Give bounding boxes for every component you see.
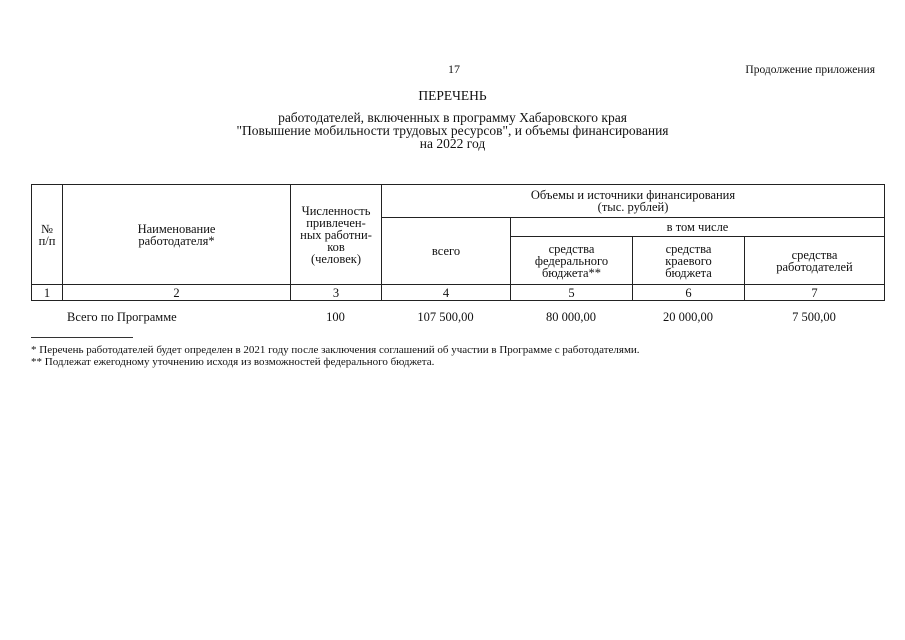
document-subtitle [0, 111, 905, 150]
continuation-label: Продолжение приложения [745, 64, 875, 76]
total-amount: 107 500,00 [417, 309, 474, 324]
header-including: в том числе [511, 218, 885, 237]
total-workers: 100 [326, 309, 345, 324]
subtitle-line-1: работодателей, включенных в программу Хабаровского края [278, 110, 627, 125]
financing-table [31, 184, 885, 301]
column-number: 6 [633, 285, 745, 301]
document-title: ПЕРЕЧЕНЬ [418, 88, 487, 103]
header-total: всего [382, 218, 511, 285]
column-number: 2 [63, 285, 291, 301]
total-federal: 80 000,00 [546, 309, 597, 324]
footnote-2: ** Подлежат ежегодному уточнению исходя из возможностей федерального бюджета. [31, 356, 435, 368]
total-employers: 7 500,00 [792, 309, 836, 324]
footnotes [31, 344, 640, 368]
header-financing: Объемы и источники финансирования (тыс. рублей) [382, 185, 885, 218]
header-federal-budget: средства федерального бюджета** [511, 237, 633, 285]
subtitle-line-2: "Повышение мобильности трудовых ресурсов", и объемы финансирования [236, 123, 669, 138]
header-workers-count: Численность привлечен- ных работни- ков (человек) [291, 185, 382, 285]
column-number: 4 [382, 285, 511, 301]
footnote-1: * Перечень работодателей будет определен в 2021 году после заключения соглашений об участии в Программе с работодателями. [31, 344, 640, 356]
header-num: № п/п [32, 185, 63, 285]
header-employer-funds: средства работодателей [745, 237, 885, 285]
header-employer-name: Наименование работодателя* [63, 185, 291, 285]
total-label: Всего по Программе [67, 309, 177, 324]
footnote-divider [31, 337, 133, 338]
column-number: 1 [32, 285, 63, 301]
column-number: 5 [511, 285, 633, 301]
column-number: 3 [291, 285, 382, 301]
column-number: 7 [745, 285, 885, 301]
page-number: 17 [448, 62, 460, 76]
total-regional: 20 000,00 [663, 309, 714, 324]
header-regional-budget: средства краевого бюджета [633, 237, 745, 285]
column-numbers-row [32, 285, 885, 301]
total-row [31, 308, 884, 326]
total-row-table [31, 308, 884, 326]
subtitle-line-3: на 2022 год [419, 136, 486, 151]
